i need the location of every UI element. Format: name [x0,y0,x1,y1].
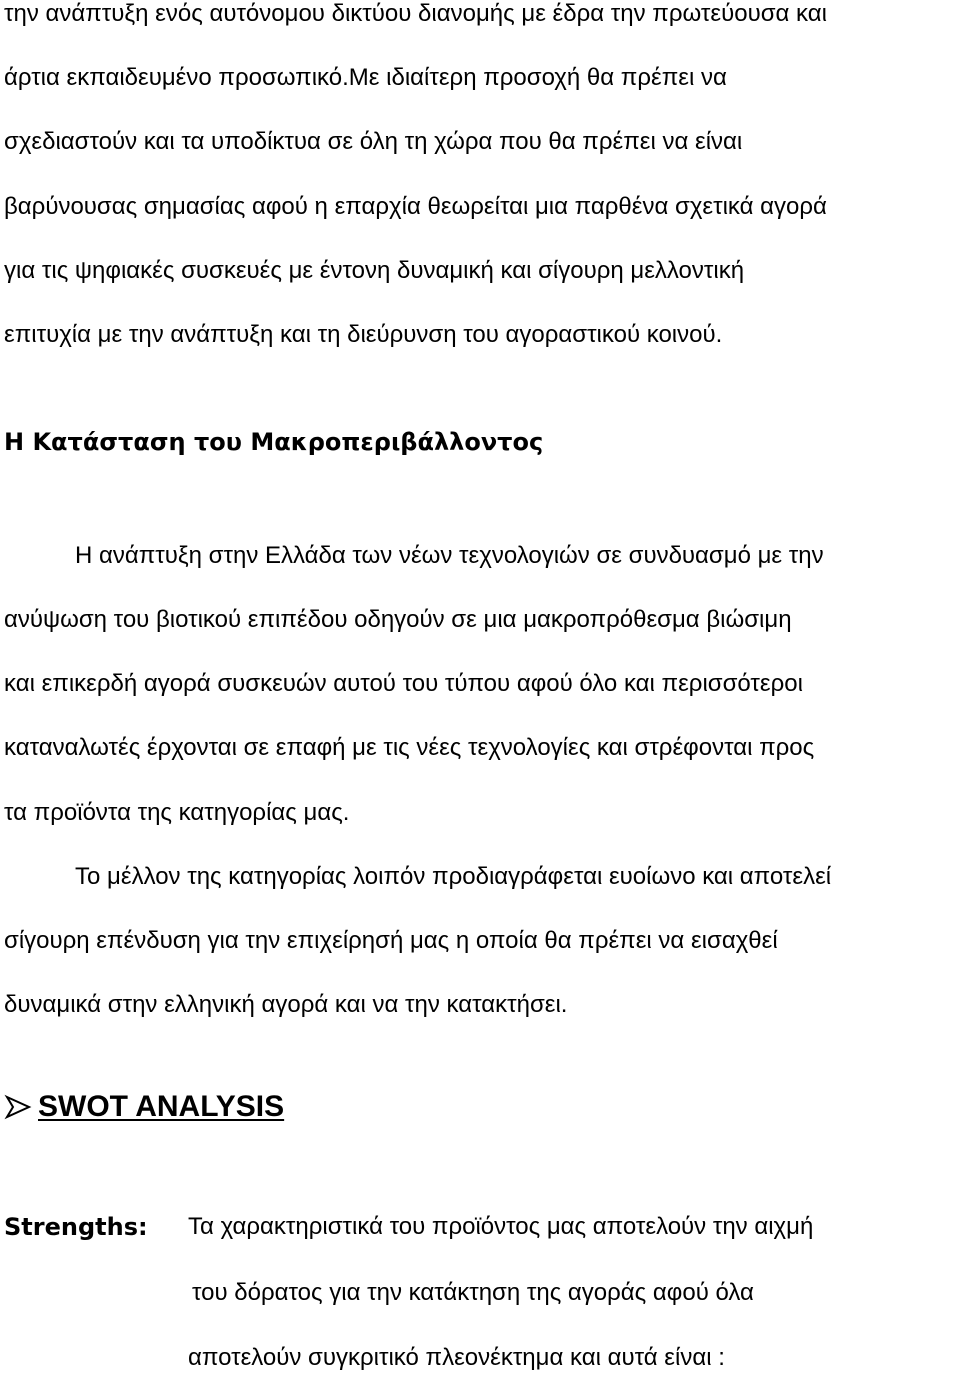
text-line: άρτια εκπαιδευμένο προσωπικό.Με ιδιαίτερη προσοχή θα πρέπει να [4,64,727,91]
swot-title: SWOT ANALYSIS [38,1090,285,1123]
text-line: την ανάπτυξη ενός αυτόνομου δικτύου διανομής με έδρα την πρωτεύουσα και [4,0,827,27]
text-line: για τις ψηφιακές συσκευές με έντονη δυναμική και σίγουρη μελλοντική [4,257,745,284]
text-line: του δόρατος για την κατάκτηση της αγοράς αφού όλα [192,1279,754,1306]
text-line: δυναμικά στην ελληνική αγορά και να την κατακτήσει. [4,991,568,1018]
text-line: αποτελούν συγκριτικό πλεονέκτημα και αυτά είναι : [188,1344,725,1371]
swot-heading [4,1090,284,1124]
text-line: τα προϊόντα της κατηγορίας μας. [4,799,350,826]
strengths-label: Strengths: [4,1213,148,1241]
text-line: ανύψωση του βιοτικού επιπέδου οδηγούν σε μια μακροπρόθεσμα βιώσιμη [4,606,792,633]
text-line: σχεδιαστούν και τα υποδίκτυα σε όλη τη χώρα που θα πρέπει να είναι [4,128,743,155]
text-line: Η ανάπτυξη στην Ελλάδα των νέων τεχνολογιών σε συνδυασμό με την [75,542,824,569]
text-line: Το μέλλον της κατηγορίας λοιπόν προδιαγράφεται ευοίωνο και αποτελεί [75,863,832,890]
section-heading: Η Κατάσταση του Μακροπεριβάλλοντος [4,428,544,456]
text-line: καταναλωτές έρχονται σε επαφή με τις νέες τεχνολογίες και στρέφονται προς [4,734,815,761]
text-line: Τα χαρακτηριστικά του προϊόντος μας αποτελούν την αιχμή [188,1213,814,1240]
arrowhead-bullet-icon [4,1093,32,1121]
text-line: επιτυχία με την ανάπτυξη και τη διεύρυνση του αγοραστικού κοινού. [4,321,723,348]
text-line: σίγουρη επένδυση για την επιχείρησή μας η οποία θα πρέπει να εισαχθεί [4,927,778,954]
text-line: και επικερδή αγορά συσκευών αυτού του τύπου αφού όλο και περισσότεροι [4,670,803,697]
text-line: βαρύνουσας σημασίας αφού η επαρχία θεωρείται μια παρθένα σχετικά αγορά [4,193,827,220]
